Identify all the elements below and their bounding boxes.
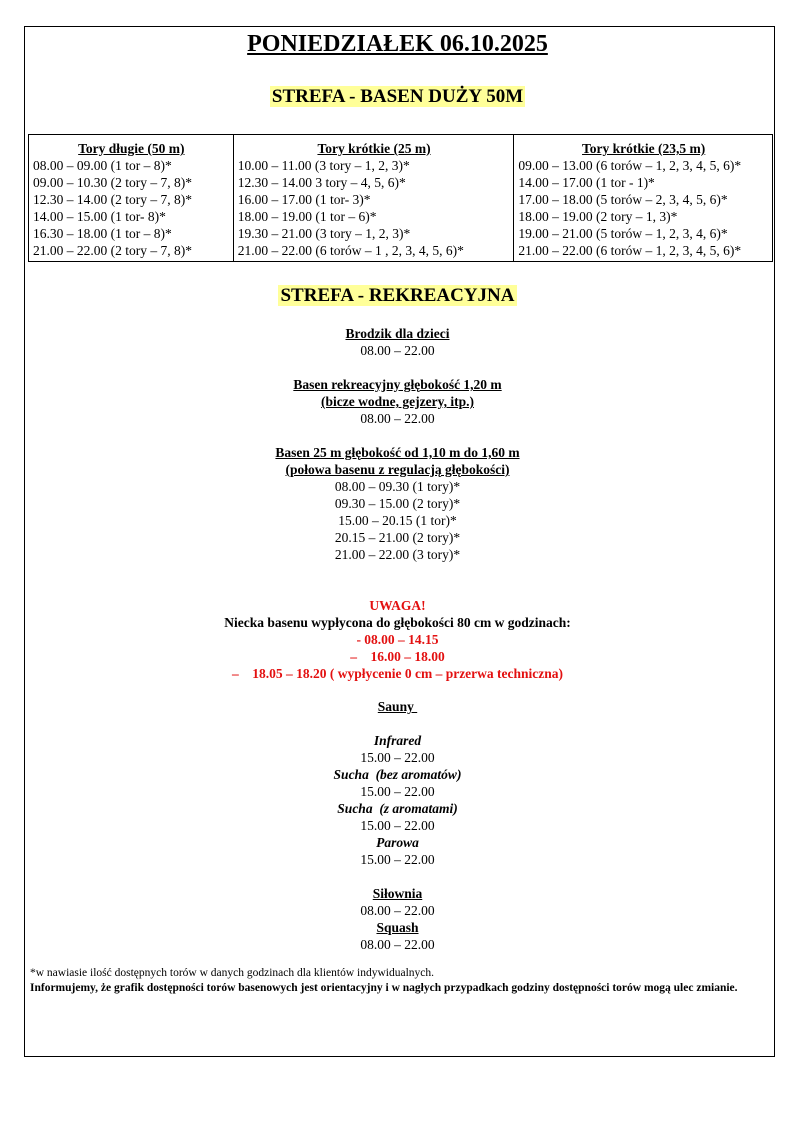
lanes-col-short-23-5 <box>514 135 773 262</box>
zone-recreation-title: STREFA - REKREACYJNA <box>280 285 515 306</box>
pool25-hours: 15.00 – 20.15 (1 tor)* <box>338 513 457 528</box>
lane-row: 19.30 – 21.00 (3 tory – 1, 2, 3)* <box>237 226 411 241</box>
lane-row: 12.30 – 14.00 (2 tory – 7, 8)* <box>33 192 192 207</box>
sauna-hours: 15.00 – 22.00 <box>360 750 435 765</box>
squash-title: Squash <box>376 920 419 935</box>
lanes-col-header: Tory krótkie (23,5 m) <box>582 141 706 156</box>
rec-pool-subtitle: (bicze wodne, gejzery, itp.) <box>321 394 474 409</box>
sauna-name: Parowa <box>376 835 419 850</box>
lane-row: 18.00 – 19.00 (1 tor – 6)* <box>237 209 377 224</box>
zone-recreation-heading <box>0 285 795 307</box>
sauna-name: Sucha (z aromatami) <box>337 801 458 816</box>
footer <box>30 966 760 996</box>
pool25-hours: 09.30 – 15.00 (2 tory)* <box>334 496 461 511</box>
notice-time: – 18.05 – 18.20 ( wypłycenie 0 cm – przerwa techniczna) <box>231 666 564 681</box>
notice-title: UWAGA! <box>369 598 426 613</box>
sauna-name: Infrared <box>373 733 422 748</box>
footer-info: Informujemy, że grafik dostępności torów basenowych jest orientacyjny i w nagłych przypadkach godziny dostępności torów mogą ulec zmianie. <box>30 982 738 994</box>
zone-big-pool-title: STREFA - BASEN DUŻY 50M <box>271 86 524 107</box>
lanes-col-header: Tory długie (50 m) <box>78 141 185 156</box>
gym-hours: 08.00 – 22.00 <box>360 903 435 918</box>
pool25-hours: 21.00 – 22.00 (3 tory)* <box>334 547 461 562</box>
lane-row: 09.00 – 13.00 (6 torów – 1, 2, 3, 4, 5, 6)* <box>518 158 742 173</box>
footer-note: *w nawiasie ilość dostępnych torów w danych godzinach dla klientów indywidualnych. <box>30 967 435 979</box>
sauna-name: Sucha (bez aromatów) <box>333 767 462 782</box>
lane-row: 16.00 – 17.00 (1 tor- 3)* <box>237 192 371 207</box>
lane-row: 17.00 – 18.00 (5 torów – 2, 3, 4, 5, 6)* <box>518 192 728 207</box>
rec-pool-hours: 08.00 – 22.00 <box>360 411 435 426</box>
lane-row: 09.00 – 10.30 (2 tory – 7, 8)* <box>33 175 192 190</box>
pool25-hours: 08.00 – 09.30 (1 tory)* <box>334 479 461 494</box>
lanes-col-header: Tory krótkie (25 m) <box>317 141 431 156</box>
lane-row: 14.00 – 15.00 (1 tor- 8)* <box>33 209 166 224</box>
page-title: PONIEDZIAŁEK 06.10.2025 <box>247 31 548 57</box>
lanes-col-short-25 <box>233 135 514 262</box>
squash-hours: 08.00 – 22.00 <box>360 937 435 952</box>
kids-pool-hours: 08.00 – 22.00 <box>360 343 435 358</box>
pool25-title: Basen 25 m głębokość od 1,10 m do 1,60 m <box>275 445 520 460</box>
lane-row: 08.00 – 09.00 (1 tor – 8)* <box>33 158 172 173</box>
sauna-hours: 15.00 – 22.00 <box>360 784 435 799</box>
notice-time: - 08.00 – 14.15 <box>356 632 439 647</box>
lane-row: 21.00 – 22.00 (6 torów – 1 , 2, 3, 4, 5, 6)* <box>237 243 464 258</box>
sauna-hours: 15.00 – 22.00 <box>360 818 435 833</box>
sauna-hours: 15.00 – 22.00 <box>360 852 435 867</box>
lanes-table <box>28 134 773 262</box>
lane-row: 19.00 – 21.00 (5 torów – 1, 2, 3, 4, 6)* <box>518 226 728 241</box>
notice-time: – 16.00 – 18.00 <box>350 649 445 664</box>
pool25-hours: 20.15 – 21.00 (2 tory)* <box>334 530 461 545</box>
recreation-section <box>0 325 795 563</box>
lane-row: 14.00 – 17.00 (1 tor - 1)* <box>518 175 655 190</box>
lane-row: 21.00 – 22.00 (2 tory – 7, 8)* <box>33 243 192 258</box>
saunas-section <box>0 698 795 953</box>
lane-row: 12.30 – 14.00 3 tory – 4, 5, 6)* <box>237 175 406 190</box>
kids-pool-title: Brodzik dla dzieci <box>345 326 450 341</box>
pool25-subtitle: (połowa basenu z regulacją głębokości) <box>285 462 510 477</box>
rec-pool-title: Basen rekreacyjny głębokość 1,20 m <box>293 377 502 392</box>
gym-title: Siłownia <box>372 886 423 901</box>
lane-row: 16.30 – 18.00 (1 tor – 8)* <box>33 226 172 241</box>
lane-row: 18.00 – 19.00 (2 tory – 1, 3)* <box>518 209 678 224</box>
saunas-title: Sauny <box>377 699 418 714</box>
lanes-col-long <box>29 135 234 262</box>
zone-big-pool-heading <box>0 86 795 108</box>
notice-text: Niecka basenu wypłycona do głębokości 80 cm w godzinach: <box>224 615 571 630</box>
lane-row: 21.00 – 22.00 (6 torów – 1, 2, 3, 4, 5, 6)* <box>518 243 742 258</box>
notice-section <box>0 597 795 682</box>
lane-row: 10.00 – 11.00 (3 tory – 1, 2, 3)* <box>237 158 410 173</box>
